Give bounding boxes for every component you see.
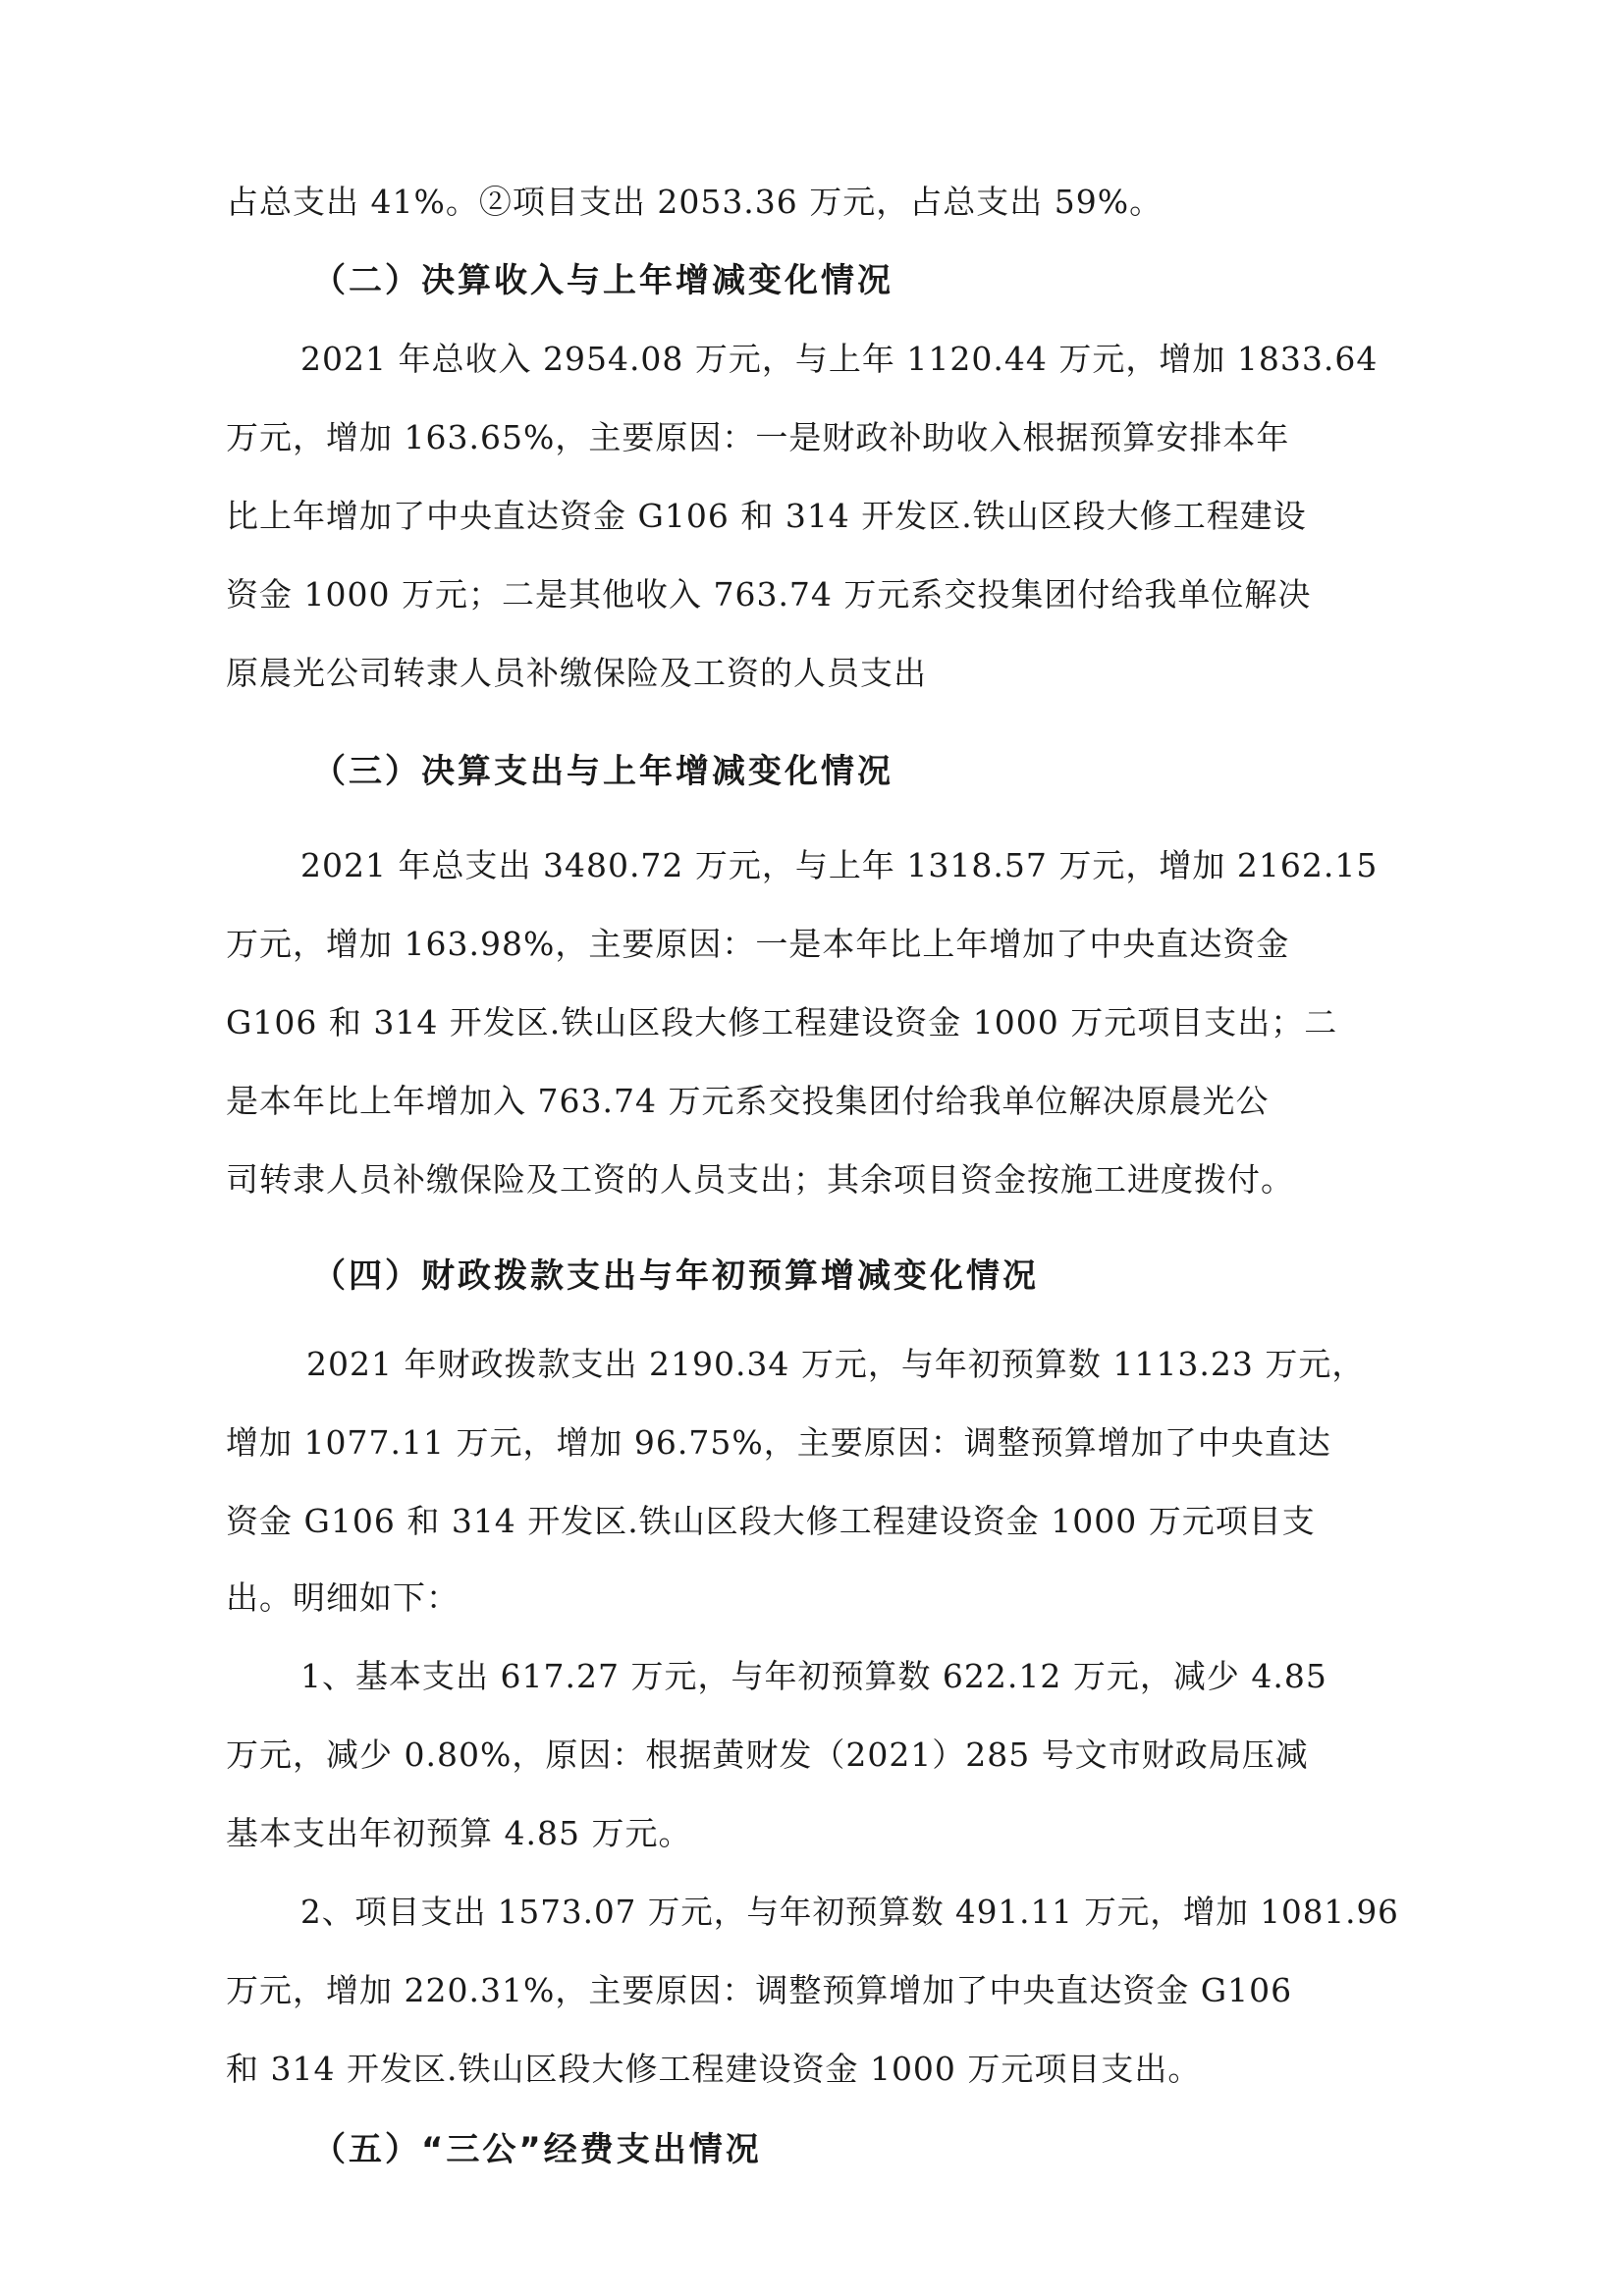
paragraph-line: 比上年增加了中央直达资金 G106 和 314 开发区.铁山区段大修工程建设 (226, 497, 1307, 535)
paragraph-line: 万元，减少 0.80%，原因：根据黄财发（2021）285 号文市财政局压减 (226, 1735, 1309, 1774)
paragraph-line: 和 314 开发区.铁山区段大修工程建设资金 1000 万元项目支出。 (226, 2050, 1202, 2088)
section-heading-3: （三）决算支出与上年增减变化情况 (312, 752, 893, 791)
paragraph-line: 司转隶人员补缴保险及工资的人员支出；其余项目资金按施工进度拨付。 (226, 1160, 1294, 1199)
paragraph-line: 1、基本支出 617.27 万元，与年初预算数 622.12 万元，减少 4.85 (300, 1657, 1327, 1695)
paragraph-line: 增加 1077.11 万元，增加 96.75%，主要原因：调整预算增加了中央直达 (226, 1423, 1331, 1462)
paragraph-line: 出。明细如下： (226, 1578, 460, 1617)
paragraph-line: 万元，增加 220.31%，主要原因：调整预算增加了中央直达资金 G106 (226, 1971, 1293, 2009)
paragraph-line: 2021 年财政拨款支出 2190.34 万元，与年初预算数 1113.23 万元， (306, 1345, 1366, 1383)
paragraph-line: 万元，增加 163.98%，主要原因：一是本年比上年增加了中央直达资金 (226, 925, 1290, 963)
paragraph-line: 2021 年总支出 3480.72 万元，与上年 1318.57 万元，增加 2162.15 (300, 846, 1379, 884)
paragraph-line: 资金 1000 万元；二是其他收入 763.74 万元系交投集团付给我单位解决 (226, 575, 1312, 614)
paragraph-line: 万元，增加 163.65%，主要原因：一是财政补助收入根据预算安排本年 (226, 418, 1290, 456)
section-heading-5: （五）“三公”经费支出情况 (312, 2130, 762, 2169)
section-heading-2: （二）决算收入与上年增减变化情况 (312, 261, 893, 300)
paragraph-line: G106 和 314 开发区.铁山区段大修工程建设资金 1000 万元项目支出；二 (226, 1003, 1338, 1041)
section-heading-4: （四）财政拨款支出与年初预算增减变化情况 (312, 1256, 1039, 1296)
paragraph-line: 资金 G106 和 314 开发区.铁山区段大修工程建设资金 1000 万元项目支 (226, 1502, 1316, 1540)
paragraph-line: 是本年比上年增加入 763.74 万元系交投集团付给我单位解决原晨光公 (226, 1082, 1270, 1120)
paragraph-line: 基本支出年初预算 4.85 万元。 (226, 1814, 692, 1852)
paragraph-line: 原晨光公司转隶人员补缴保险及工资的人员支出 (226, 654, 927, 692)
paragraph-line: 占总支出 41%。②项目支出 2053.36 万元，占总支出 59%。 (226, 183, 1164, 221)
paragraph-line: 2、项目支出 1573.07 万元，与年初预算数 491.11 万元，增加 1081.96 (300, 1893, 1399, 1931)
paragraph-line: 2021 年总收入 2954.08 万元，与上年 1120.44 万元，增加 1833.64 (300, 340, 1379, 378)
